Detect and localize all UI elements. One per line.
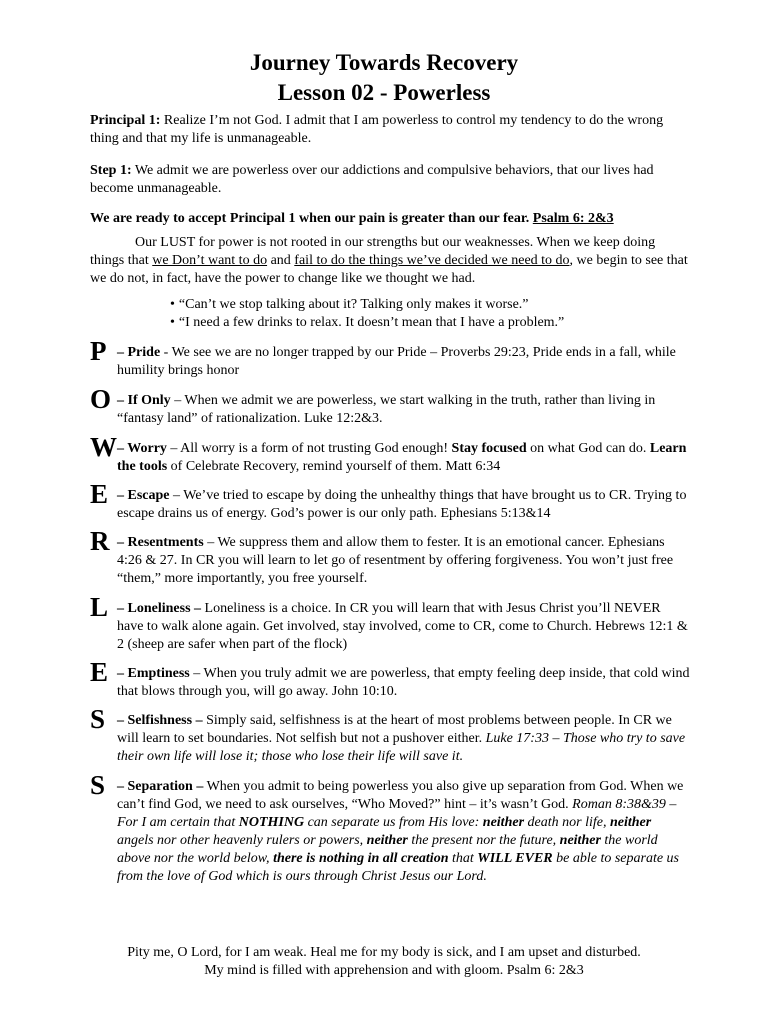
acrostic-word: – Selfishness – [117,713,203,728]
closing-prayer-line-2: My mind is filled with apprehension and with gloom. Psalm 6: 2&3 [204,963,584,978]
lust-text-2: and [267,253,295,268]
acrostic-emphasis: Stay focused [451,441,527,456]
acrostic-letter: E [90,479,109,509]
step-text: We admit we are powerless over our addictions and compulsive behaviors, that our lives had become unmanageable. [90,163,654,196]
scripture-text: that [448,851,478,866]
acrostic-text: When you admit to being powerless you also give up separation from God. When we can’t find God, we need to ask ourselves, “Who Moved?” hint – it’s wasn’t God. [117,779,684,812]
principal-paragraph [90,112,690,148]
acrostic-entry-if-only [90,384,690,428]
acrostic-letter: W [90,432,117,462]
scripture-text: the present nor the future, [407,833,560,848]
acrostic-text: – When you truly admit we are powerless, that empty feeling deep inside, that cold wind that blows through you, will go away. John 10:10. [117,666,690,699]
lust-text-3: , we begin to see that we do not, in fact, have the power to change like we thought we had. [90,253,688,286]
scripture-emphasis: neither [609,815,652,830]
acrostic-letter: R [90,526,110,556]
scripture-emphasis: neither [366,833,408,848]
closing-prayer-line-1: Pity me, O Lord, for I am weak. Heal me for my body is sick, and I am upset and disturbed. [127,945,641,960]
acrostic-letter: E [90,657,109,687]
step-paragraph [90,162,690,198]
principal-text: Realize I’m not God. I admit that I am powerless to control my tendency to do the wrong thing and that my life is unmanageable. [90,113,664,146]
acrostic-text: of Celebrate Recovery, remind yourself of them. Matt 6:34 [167,459,501,474]
acrostic-entry-separation [90,770,690,886]
acrostic-letter: S [90,770,106,800]
acrostic-word: – Worry [117,441,167,456]
ready-text: We are ready to accept Principal 1 when our pain is greater than our fear. [90,211,533,226]
principal-label: Principal 1: [90,113,161,128]
ready-paragraph [90,210,690,228]
lust-underline-1: we Don’t want to do [152,253,268,268]
scripture-emphasis: there is nothing in all creation [273,851,449,866]
acrostic-text: – We’ve tried to escape by doing the unhealthy things that have brought us to CR. Trying to escape drains us of energy. God’s power is our only path. Ephesians 5:13&14 [117,488,687,521]
acrostic-text: Simply said, selfishness is at the heart of most problems between people. In CR we will learn to set boundaries. Not selfish but not a pushover either. [117,713,672,746]
acrostic-text: on what God can do. [526,441,650,456]
scripture-text: the world above nor the world below, [117,833,658,866]
scripture-text: death nor life, [524,815,610,830]
list-item: • “Can’t we stop talking about it? Talking only makes it worse.” [170,296,690,314]
acrostic-word: – If Only [117,393,171,408]
step-label: Step 1: [90,163,132,178]
lust-text-1: Our LUST for power is not rooted in our strengths but our weaknesses. When we keep doing things that [90,235,656,268]
scripture-text: angels nor other heavenly rulers or powers, [117,833,367,848]
scripture-emphasis: NOTHING [238,815,305,830]
acrostic-emphasis: Learn the tools [117,441,687,474]
lust-paragraph [90,234,690,288]
scripture-text: Roman 8:38&39 – For I am certain that [117,797,677,830]
acrostic-word: – Separation – [117,779,204,794]
quote-list [170,296,690,332]
document-title: Journey Towards Recovery [249,50,519,75]
acrostic-entry-worry [90,432,690,476]
scripture-emphasis: neither [482,815,525,830]
acrostic-text: Loneliness is a choice. In CR you will learn that with Jesus Christ you’ll NEVER have to walk alone again. Get involved, stay involved, come to CR, come to Church. Hebrews 12:1 & 2 (sheep are safer when part of the flock) [117,601,688,652]
scripture-emphasis: neither [559,833,601,848]
ready-reference: Psalm 6: 2&3 [532,211,614,226]
acrostic-letter: P [90,336,107,366]
acrostic-letter: O [90,384,112,414]
acrostic-entry-pride [90,336,690,380]
acrostic-word: – Resentments [117,535,204,550]
acrostic-scripture: Luke 17:33 – Those who try to save their own life will lose it; those who lose their life will save it. [117,731,686,764]
acrostic-text: – We suppress them and allow them to fester. It is an emotional cancer. Ephesians 4:26 & 27. In CR you will learn to let go of resentment by offering forgiveness. You won’t just free “them,” more importantly, you free yourself. [117,535,674,586]
scripture-text: be able to separate us from the love of God which is ours through Christ Jesus our Lord. [117,851,679,884]
acrostic-entry-resentments [90,526,690,588]
acrostic-entry-emptiness [90,657,690,701]
scripture-emphasis: WILL EVER [477,851,553,866]
list-item: • “I need a few drinks to relax. It doesn’t mean that I have a problem.” [170,314,690,332]
acrostic-letter: L [90,592,109,622]
acrostic-text: – When we admit we are powerless, we start walking in the truth, rather than living in “fantasy land” of rationalization. Luke 12:2&3. [117,393,656,426]
acrostic-word: – Emptiness [117,666,190,681]
lust-underline-2: fail to do the things we’ve decided we need to do [294,253,570,268]
acrostic-entry-selfishness [90,704,690,766]
document-subtitle: Lesson 02 - Powerless [277,80,491,105]
acrostic-entry-escape [90,479,690,523]
acrostic-word: – Escape [117,488,170,503]
acrostic-word: – Pride [117,345,161,360]
acrostic-word: – Loneliness – [117,601,202,616]
acrostic-letter: S [90,704,106,734]
acrostic-text: - We see we are no longer trapped by our Pride – Proverbs 29:23, Pride ends in a fall, while humility brings honor [117,345,676,378]
acrostic-text: – All worry is a form of not trusting God enough! [166,441,452,456]
scripture-text: can separate us from His love: [304,815,483,830]
acrostic-entry-loneliness [90,592,690,654]
